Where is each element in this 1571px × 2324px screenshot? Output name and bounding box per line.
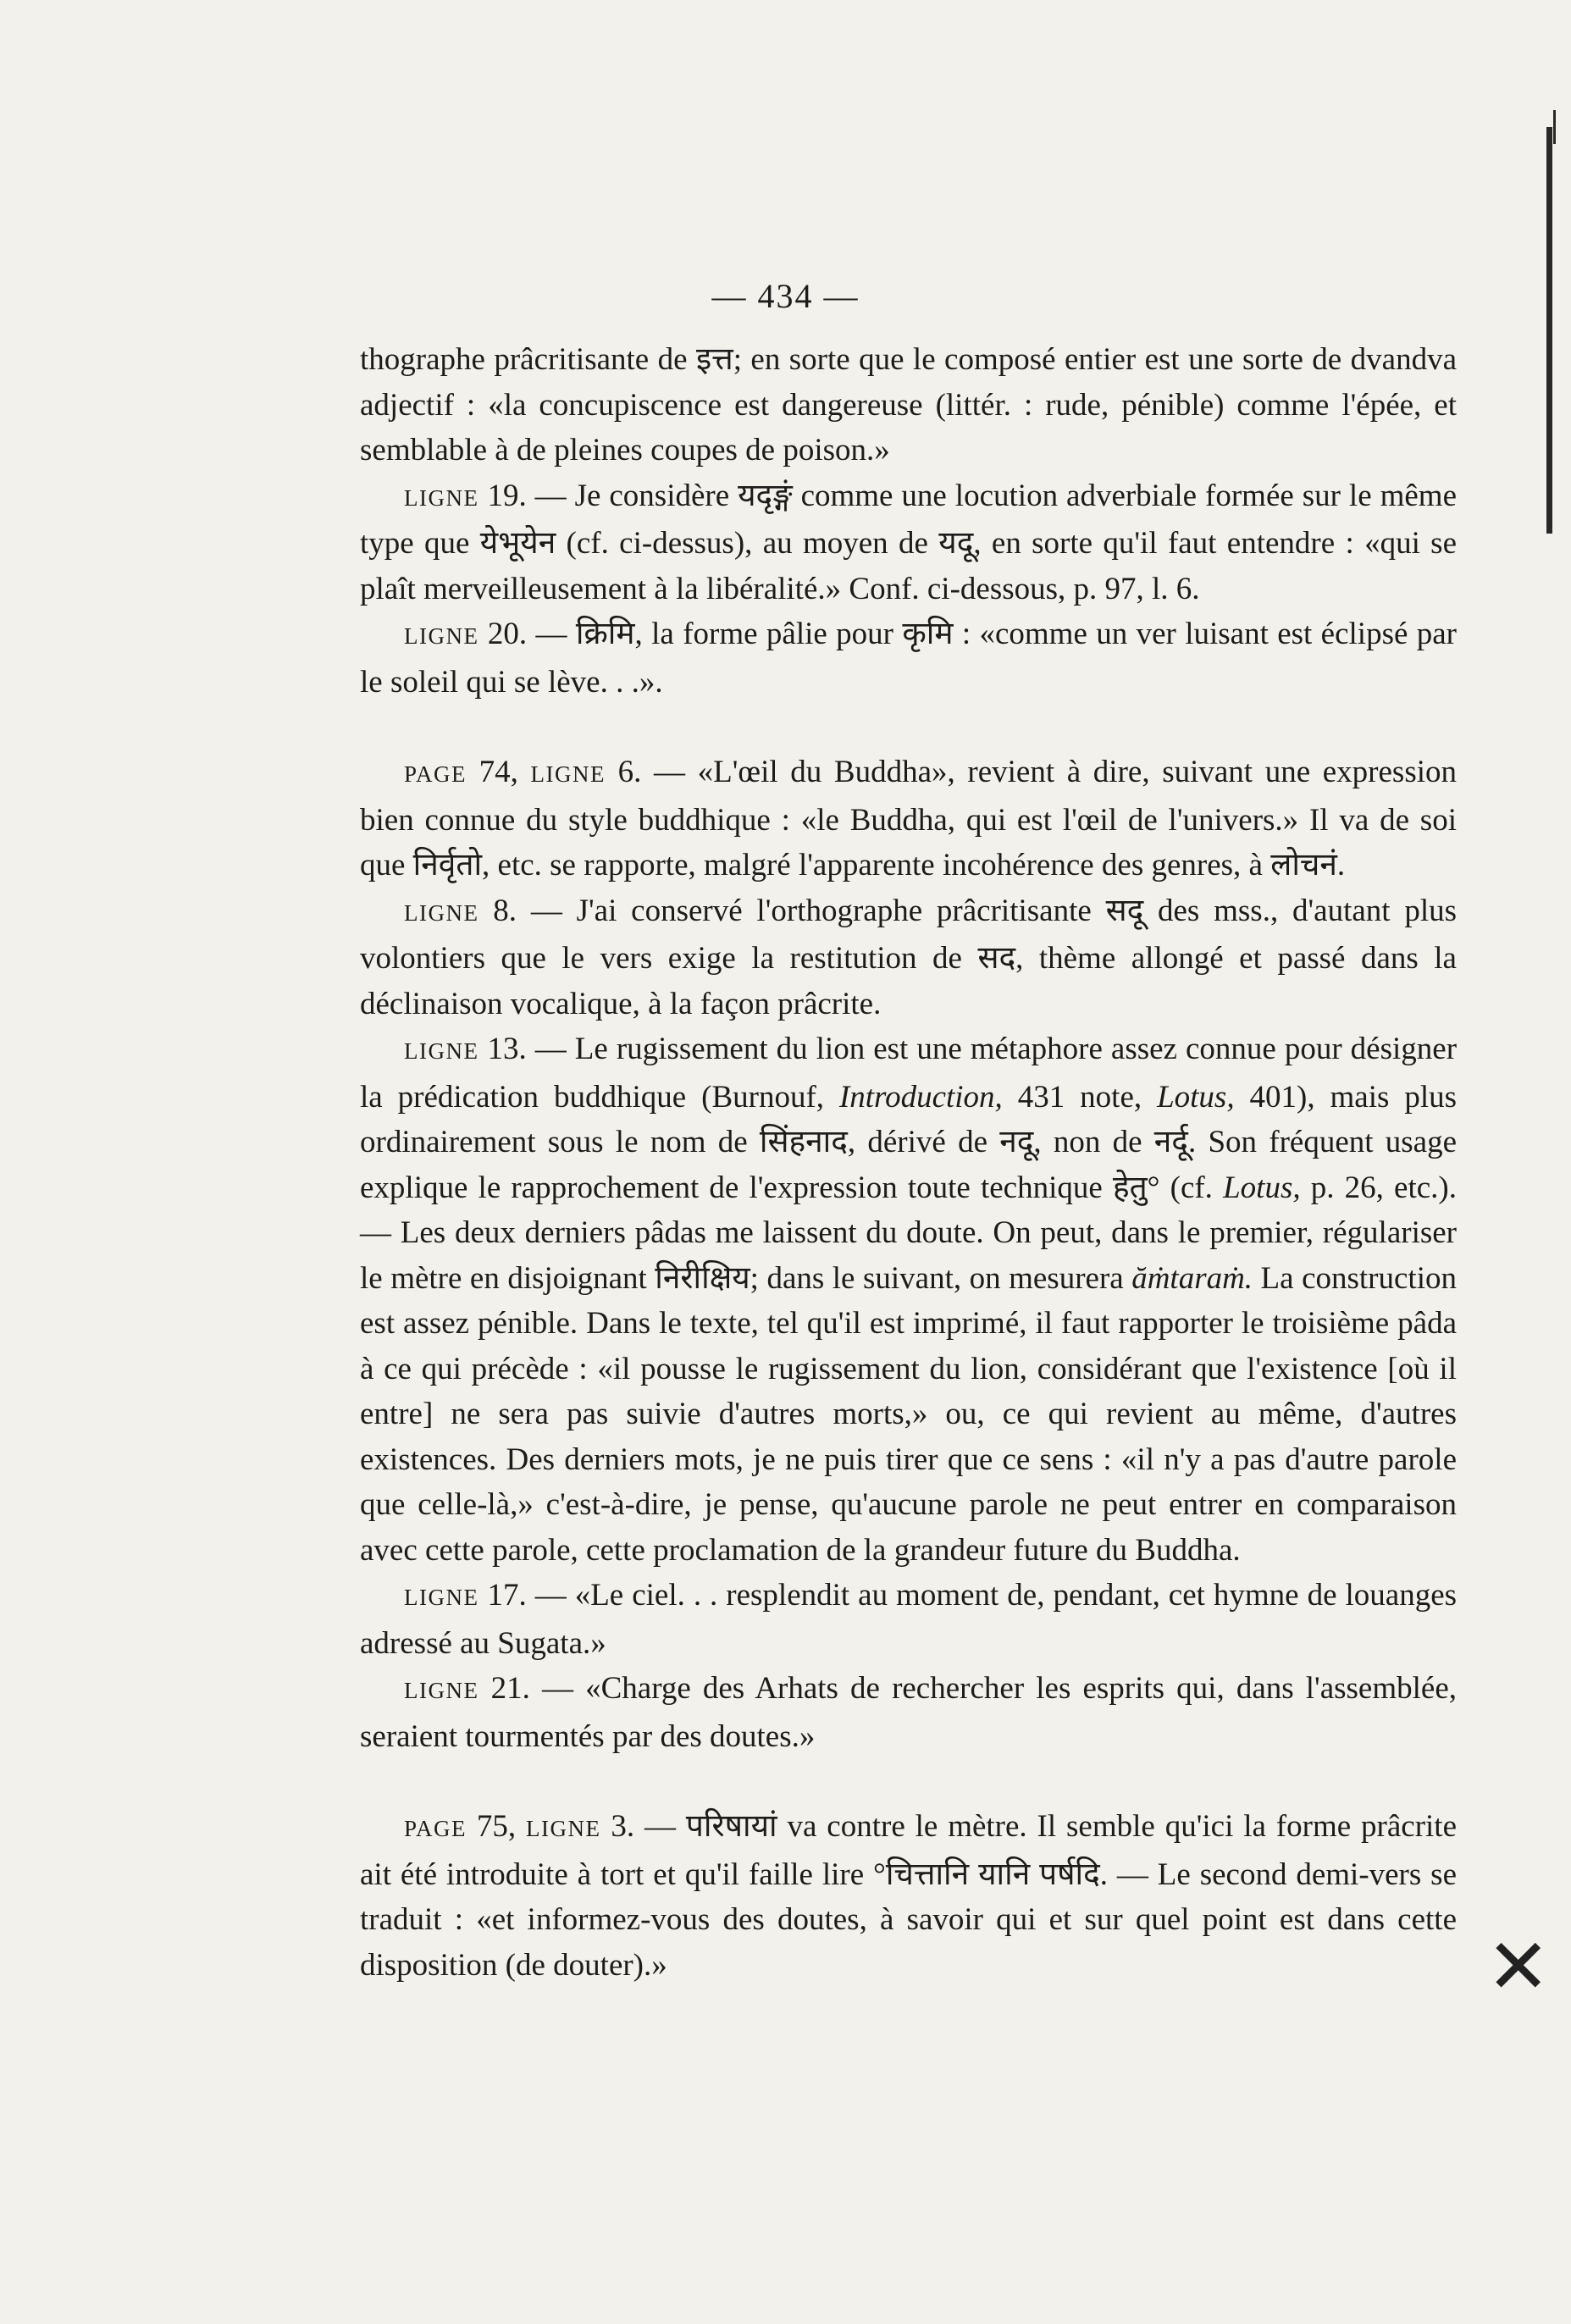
note-label: LIGNE [404, 1678, 479, 1703]
note-text: «Le ciel. . . resplendit au moment de, pendant, cet hymne de louanges adressé au Sugata.» [360, 1578, 1458, 1661]
note-text: 401), mais plus ordinairement sous le nom de सिंहनाद, dérivé de नदू, non de नर्दू. Son fréquent usage explique le rapprochement de l'expression toute technique हेतु° (cf. [360, 1079, 1457, 1205]
note-page-74-ligne-6: PAGE 74, LIGNE 6. — «L'œil du Buddha», revient à dire, suivant une expression bien connue du style buddhique : «le Buddha, qui est l'œil de l'univers.» Il va de soi que निर्वृतो, etc. se rapporte, malgré l'apparente incohérence des genres, à लोचनं. [360, 755, 1457, 883]
note-text: J'ai conservé l'orthographe prâcritisante सदू des mss., d'autant plus volontiers que le vers exige la restitution de सद, thème allongé et passé dans la déclinaison vocalique, à la façon prâcrite. [360, 893, 1458, 1021]
margin-ink-tick [1553, 110, 1556, 144]
note-page-75-ligne-3: PAGE 75, LIGNE 3. — परिषायां va contre le mètre. Il semble qu'ici la forme prâcrite ait été introduite à tort et qu'il faille lire °चित्तानि यानि पर्षदि. — Le second demi-vers se traduit : «et informez-vous des doutes, à savoir qui et sur quel point est dans cette disposition (de douter).» [360, 1809, 1457, 1983]
note-ligne-13: LIGNE 13. — Le rugissement du lion est une métaphore assez connue pour désigner la prédication buddhique (Burnouf, Introduction, 431 note, Lotus, 401), mais plus ordinairement sous le nom de सिंहनाद, dérivé de नदू, non de नर्दू. Son fréquent usage explique le rapprochement de l'expression toute technique हेतु° (cf. Lotus, p. 26, etc.). — Les deux derniers pâdas me laissent du doute. On peut, dans le premier, régulariser le mètre en disjoignant निरीक्षिय; dans le suivant, on mesurera ăṁtaraṁ. La construction est assez pénible. Dans le texte, tel qu'il est imprimé, il faut rapporter le troisième pâda à ce qui précède : «il pousse le rugissement du lion, considérant que l'existence [où il entre] ne sera pas suivie d'autres morts,» ou, ce qui revient au même, d'autres existences. Des derniers mots, je ne puis tirer que ce sens : «il n'y a pas d'autre parole que celle-là,» c'est-à-dire, je pense, qu'aucune parole ne peut entrer en comparaison avec cette parole, cette proclamation de la grandeur future du Buddha. [360, 1032, 1458, 1568]
note-label: LIGNE [526, 1816, 601, 1841]
note-label: LIGNE [530, 761, 606, 787]
italic-title: Lotus, [1223, 1170, 1301, 1205]
note-label: LIGNE [404, 899, 479, 926]
note-text: 431 note, [1002, 1079, 1158, 1115]
note-ligne-8: LIGNE 8. — J'ai conservé l'orthographe prâcritisante सदू des mss., d'autant plus volontiers que le vers exige la restitution de सद, thème allongé et passé dans la déclinaison vocalique, à la façon prâcrite. [360, 893, 1458, 1021]
handwritten-x-mark: ✕ [1486, 1923, 1551, 2011]
note-text: परिषायां va contre le mètre. Il semble qu'ici la forme prâcrite ait été introduite à tort et qu'il faille lire °चित्तानि यानि पर्षदि. — Le second demi-vers se traduit : «et informez-vous des doutes, à savoir qui et sur quel point est dans cette disposition (de douter).» [360, 1809, 1457, 1983]
note-text: क्रिमि, la forme pâlie pour कृमि : «comme un ver luisant est éclipsé par le soleil qui se lève. . .». [360, 617, 1457, 700]
note-label: LIGNE [404, 484, 479, 511]
note-text: p. 26, etc.). — Les deux derniers pâdas me laissent du doute. On peut, dans le premier, régulariser le mètre en disjoignant निरीक्षिय; dans le suivant, on mesurera [360, 1170, 1457, 1296]
paragraph-continuation [360, 337, 1457, 473]
page-number: — 434 — [711, 277, 860, 315]
paragraph-text: thographe prâcritisante de इत्त; en sorte que le composé entier est une sorte de dvandva adjectif : «la concupiscence est dangereuse (littér. : rude, pénible) comme l'épée, et semblable à de pleines coupes de poison.» [360, 342, 1457, 468]
note-number: 20 [487, 617, 519, 651]
section-gap [360, 1759, 1457, 1804]
margin-ink-bar [1546, 127, 1552, 534]
note-number: 8 [493, 893, 509, 928]
note-label: LIGNE [404, 1585, 479, 1610]
italic-title: Lotus, [1157, 1079, 1235, 1115]
note-text: Je considère यदृङ्गं comme une locution adverbiale formée sur le même type que येभूयेन (cf. ci-dessus), au moyen de यदू, en sorte qu'il faut entendre : «qui se plaît merveilleusement à la libéralité.» Conf. ci-dessous, p. 97, l. 6. [360, 478, 1457, 606]
page-label: PAGE [404, 761, 467, 787]
note-ligne-20: LIGNE 20. — क्रिमि, la forme pâlie pour कृमि : «comme un ver luisant est éclipsé par le soleil qui se lève. . .». [360, 617, 1457, 700]
page-ref-number: 75 [476, 1809, 508, 1844]
note-text: «L'œil du Buddha», revient à dire, suivant une expression bien connue du style buddhique : «le Buddha, qui est l'œil de l'univers.» Il va de soi que निर्वृतो, etc. se rapporte, malgré l'apparente incohérence des genres, à लोचनं. [360, 755, 1457, 883]
note-ligne-17: LIGNE 17. — «Le ciel. . . resplendit au moment de, pendant, cet hymne de louanges adressé au Sugata.» [360, 1578, 1458, 1661]
body-text [360, 337, 1457, 1988]
note-text: «Charge des Arhats de rechercher les esprits qui, dans l'assemblée, seraient tourmentés par des doutes.» [360, 1671, 1458, 1754]
note-ligne-21: LIGNE 21. — «Charge des Arhats de rechercher les esprits qui, dans l'assemblée, seraient tourmentés par des doutes.» [360, 1671, 1458, 1754]
note-number: 3 [611, 1809, 627, 1844]
note-number: 17 [487, 1578, 519, 1613]
section-gap [360, 705, 1457, 750]
note-label: LIGNE [404, 1038, 479, 1064]
note-text: La construction est assez pénible. Dans le texte, tel qu'il est imprimé, il faut rapporter le troisième pâda à ce qui précède : «il pousse le rugissement du lion, considérant que l'existence [où il entre] ne sera pas suivie d'autres morts,» ou, ce qui revient au même, d'autres existences. Des derniers mots, je ne puis tirer que ce sens : «il n'y a pas d'autre parole que celle-là,» c'est-à-dire, je pense, qu'aucune parole ne peut entrer en comparaison avec cette parole, cette proclamation de la grandeur future du Buddha. [360, 1260, 1457, 1568]
note-label: LIGNE [404, 623, 479, 649]
note-text: Le rugissement du lion est une métaphore assez connue pour désigner la prédication buddhique (Burnouf, [360, 1032, 1458, 1115]
note-number: 6 [617, 755, 634, 789]
note-number: 21 [490, 1671, 523, 1706]
italic-title: Introduction, [838, 1079, 1003, 1115]
note-number: 19 [487, 478, 519, 513]
page-ref-number: 74 [478, 755, 511, 789]
note-number: 13 [487, 1032, 519, 1066]
page-label: PAGE [404, 1816, 467, 1841]
note-ligne-19: LIGNE 19. — Je considère यदृङ्गं comme une locution adverbiale formée sur le même type que येभूयेन (cf. ci-dessus), au moyen de यदू, en sorte qu'il faut entendre : «qui se plaît merveilleusement à la libéralité.» Conf. ci-dessous, p. 97, l. 6. [360, 478, 1457, 606]
italic-word: ăṁtaraṁ. [1131, 1260, 1253, 1296]
